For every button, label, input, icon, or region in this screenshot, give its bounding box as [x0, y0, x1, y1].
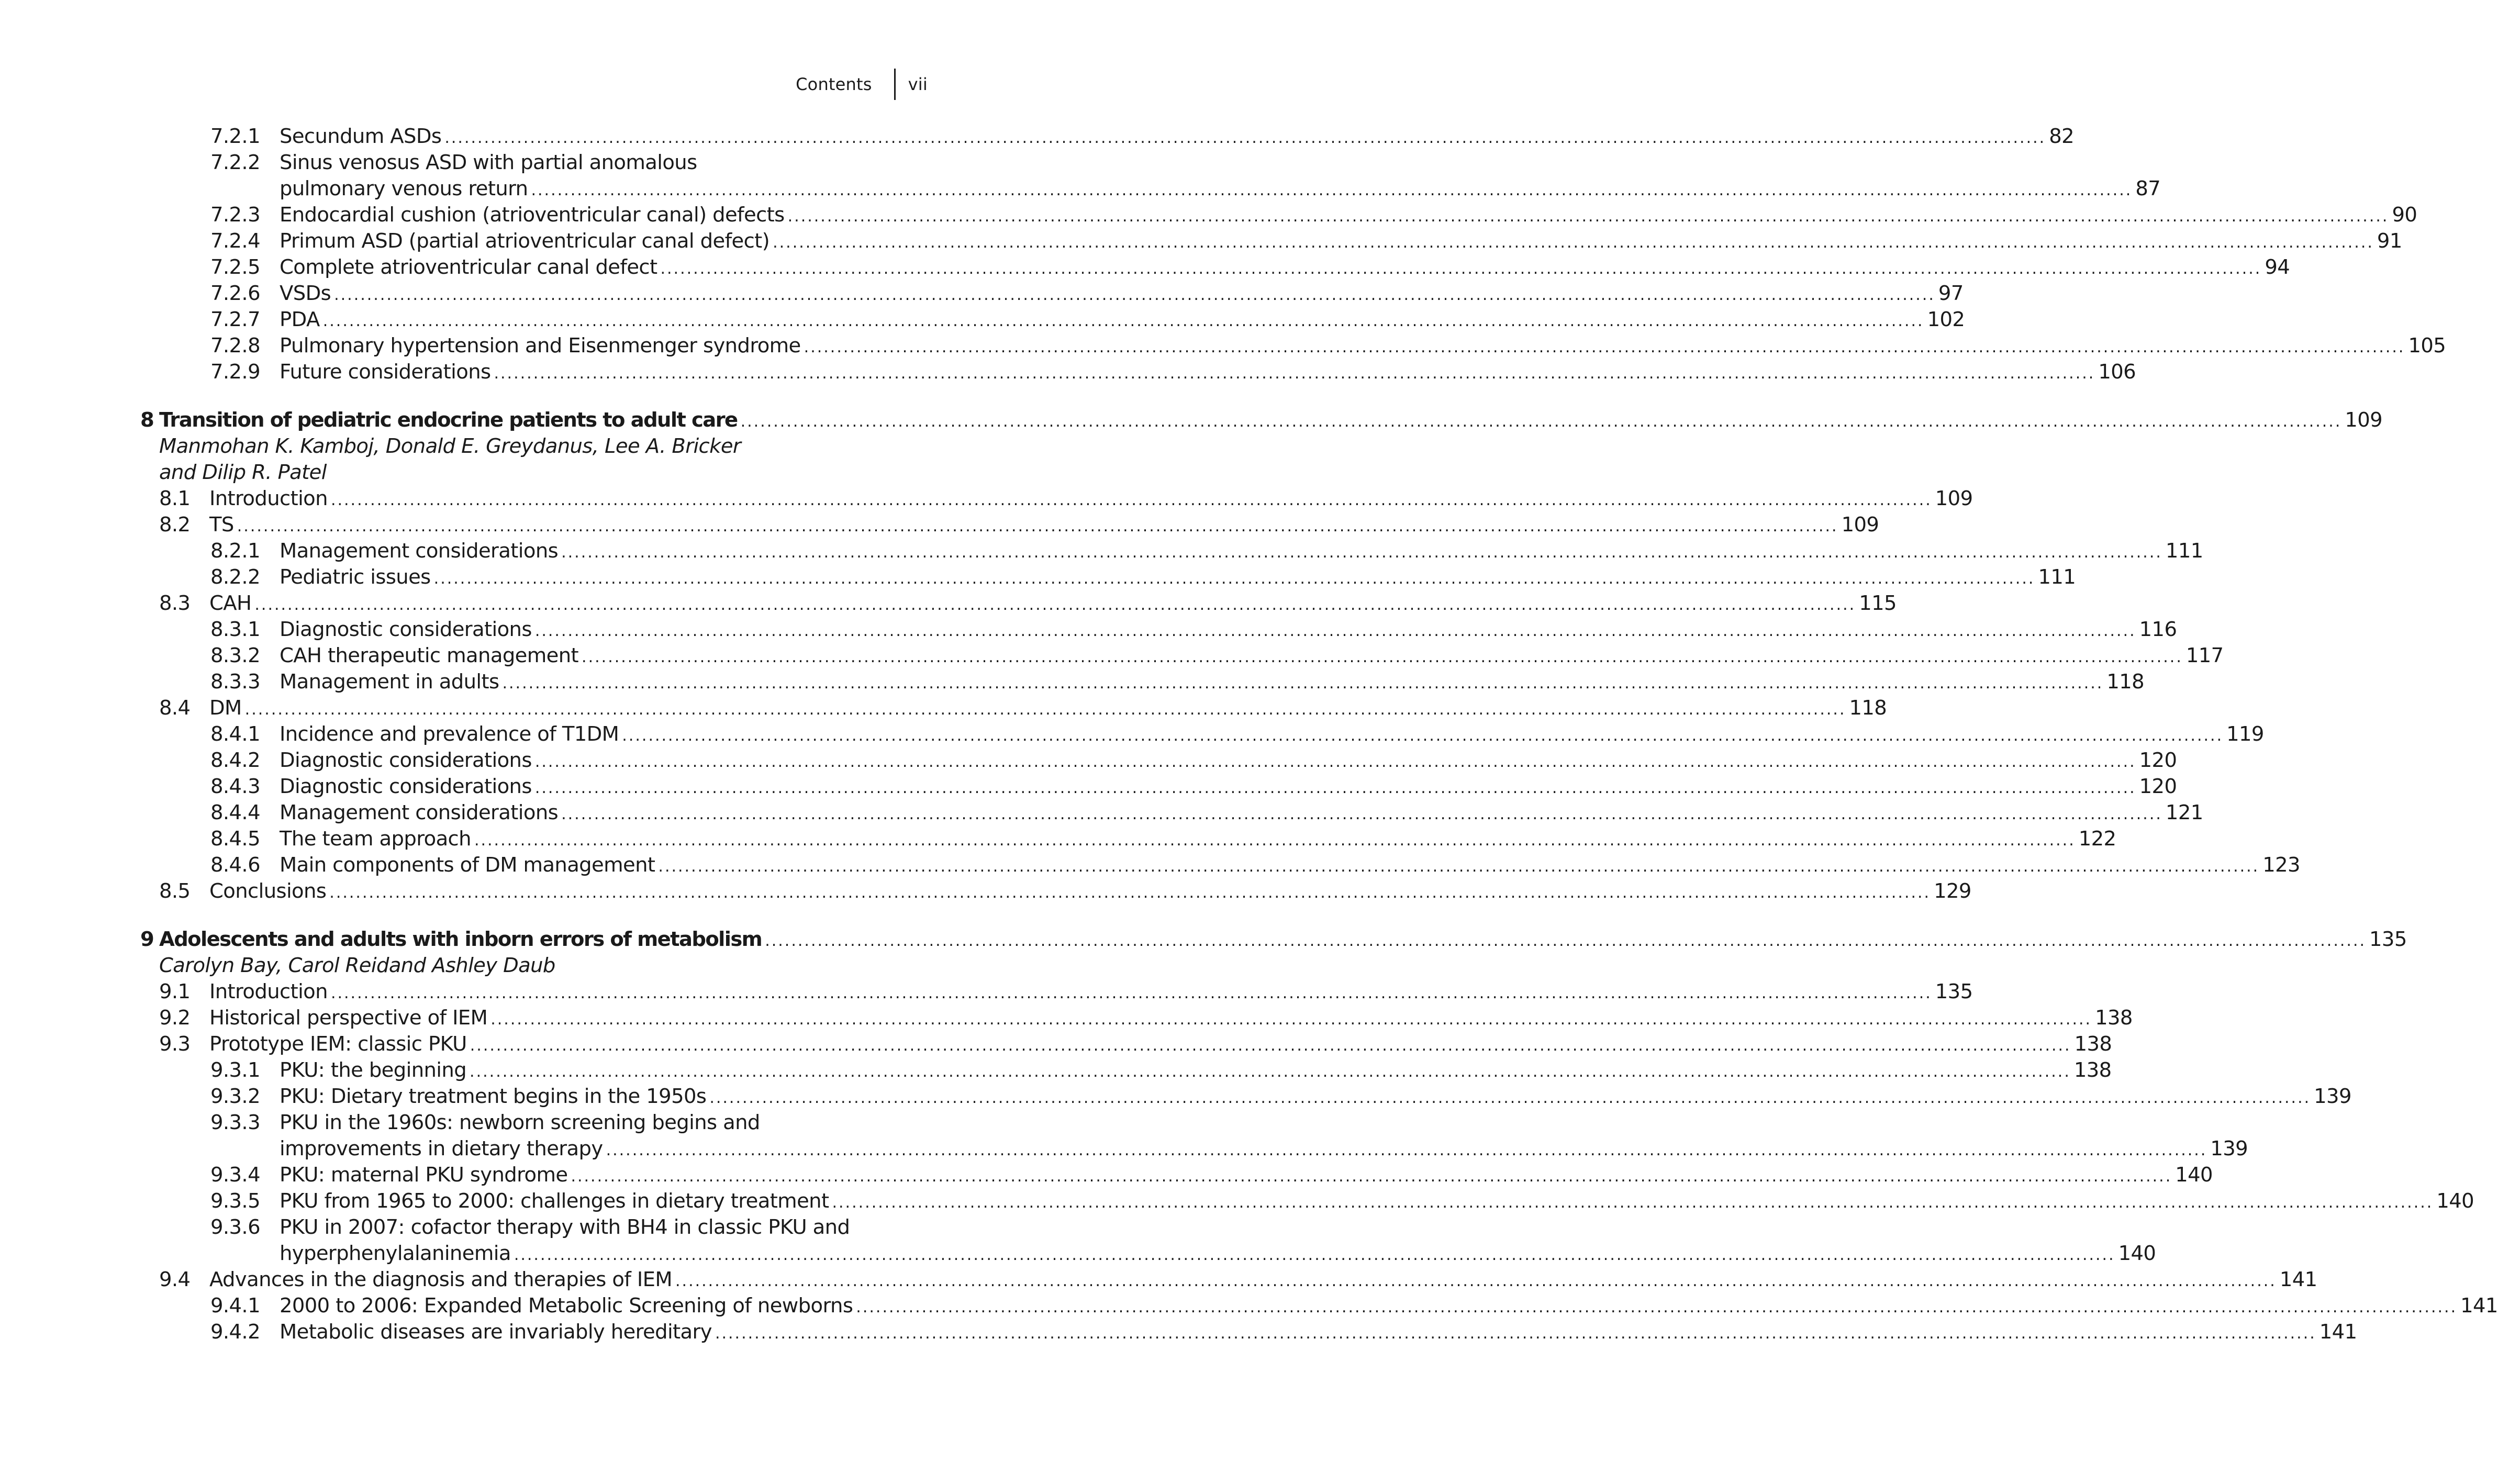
entry-page: 135: [1935, 980, 1973, 1003]
chapter-page: 109: [2345, 408, 2383, 432]
entry-number: 8.3.3: [210, 670, 260, 694]
toc-entry[interactable]: [140, 774, 2177, 800]
dot-leader: [773, 230, 2374, 256]
entry-title: CAH therapeutic management: [280, 644, 579, 667]
entry-title: Introduction: [209, 980, 328, 1003]
entry-number: 8.1: [159, 487, 191, 510]
entry-title: 2000 to 2006: Expanded Metabolic Screening of newborns: [280, 1294, 853, 1318]
dot-leader: [571, 1164, 2172, 1190]
toc-entry-continuation[interactable]: [140, 176, 2161, 202]
entry-number: 8.2.2: [210, 565, 260, 589]
toc-entry[interactable]: [140, 1188, 2474, 1214]
dot-leader: [709, 1085, 2311, 1111]
dot-leader: [502, 671, 2103, 697]
entry-title: Introduction: [209, 487, 328, 510]
entry-number: 8.2: [159, 513, 191, 537]
toc-entry[interactable]: [140, 979, 1973, 1005]
entry-number: 9.1: [159, 980, 191, 1003]
toc-entry[interactable]: [140, 228, 2402, 254]
entry-page: 140: [2118, 1242, 2156, 1265]
toc-entry[interactable]: [140, 721, 2264, 747]
entry-number: 8.4.1: [210, 722, 260, 746]
toc-entry[interactable]: [140, 695, 1887, 721]
toc-entry[interactable]: [140, 1214, 929, 1241]
entry-number: 8.4.3: [210, 775, 260, 798]
entry-title: Management in adults: [280, 670, 499, 694]
entry-title: Diagnostic considerations: [280, 618, 532, 641]
entry-title: The team approach: [280, 827, 471, 851]
dot-leader: [531, 177, 2132, 204]
entry-number: 7.2.5: [210, 255, 260, 279]
entry-number: 8.4.4: [210, 801, 260, 824]
entry-number: 8.4.5: [210, 827, 260, 851]
entry-number: 9.2: [159, 1006, 191, 1030]
entry-title: DM: [209, 696, 242, 720]
toc-entry[interactable]: [140, 1084, 2351, 1110]
entry-page: 94: [2265, 255, 2290, 279]
toc-entry[interactable]: [140, 281, 1964, 307]
dot-leader: [470, 1059, 2071, 1085]
entry-title: Pulmonary hypertension and Eisenmenger syndrome: [280, 334, 801, 358]
dot-leader: [470, 1033, 2071, 1059]
toc-entry[interactable]: [140, 512, 1879, 538]
toc-entry[interactable]: [140, 878, 1971, 905]
entry-number: 9.3.5: [210, 1189, 260, 1213]
toc-entry[interactable]: [140, 1005, 2133, 1031]
entry-title: Future considerations: [280, 360, 491, 384]
dot-leader: [254, 592, 1856, 618]
entry-page: 139: [2210, 1137, 2248, 1161]
entry-number: 8.3: [159, 592, 191, 615]
entry-number: 9.3: [159, 1032, 191, 1056]
entry-title: Complete atrioventricular canal defect: [280, 255, 657, 279]
toc-entry[interactable]: [140, 1319, 2357, 1345]
entry-title: Management considerations: [280, 801, 559, 824]
entry-page: 141: [2279, 1268, 2317, 1291]
chapter-number: 9: [140, 928, 154, 951]
dot-leader: [331, 980, 1932, 1007]
dot-leader: [535, 775, 2136, 801]
dot-leader: [434, 566, 2035, 592]
chapter-title: Transition of pediatric endocrine patients to adult care: [159, 408, 738, 432]
entry-page: 123: [2262, 853, 2300, 877]
dot-leader: [334, 282, 1935, 308]
toc-entry[interactable]: [140, 307, 1965, 333]
running-head-divider: [894, 69, 896, 100]
entry-page: 109: [1935, 487, 1973, 510]
toc-entry[interactable]: [140, 124, 2074, 150]
entry-number: 9.4.1: [210, 1294, 260, 1318]
entry-title: Conclusions: [209, 879, 327, 903]
chapter-page: 135: [2369, 928, 2407, 951]
entry-title: PKU in the 1960s: newborn screening begins and: [280, 1111, 760, 1134]
toc-entry[interactable]: [140, 852, 2300, 878]
dot-leader: [329, 880, 1931, 906]
entry-title: Historical perspective of IEM: [209, 1006, 488, 1030]
dot-leader: [490, 1007, 2092, 1033]
entry-title: Diagnostic considerations: [280, 749, 532, 772]
toc-entry[interactable]: [140, 564, 2076, 590]
toc-entry-continuation[interactable]: [140, 1241, 2156, 1267]
entry-title: Pediatric issues: [280, 565, 431, 589]
entry-title: PKU: maternal PKU syndrome: [280, 1163, 568, 1187]
toc-entry[interactable]: [140, 800, 2203, 826]
entry-page: 111: [2165, 539, 2203, 563]
dot-leader: [474, 828, 2076, 854]
toc-entry[interactable]: [140, 254, 2290, 281]
entry-page: 105: [2408, 334, 2446, 358]
entry-page: 118: [1849, 696, 1887, 720]
entry-title: VSDs: [280, 282, 331, 305]
toc-entry[interactable]: [140, 1293, 2498, 1319]
toc-entry[interactable]: [140, 826, 2116, 852]
entry-title: Primum ASD (partial atrioventricular canal defect): [280, 229, 770, 253]
dot-leader: [323, 308, 1924, 334]
entry-page: 115: [1859, 592, 1897, 615]
entry-page: 116: [2139, 618, 2177, 641]
chapter-heading[interactable]: [140, 407, 2383, 433]
entry-number: 7.2.8: [210, 334, 260, 358]
entry-page: 141: [2319, 1320, 2357, 1344]
entry-page: 90: [2392, 203, 2417, 227]
chapter-title: Adolescents and adults with inborn errors of metabolism: [159, 928, 762, 951]
dot-leader: [660, 256, 2261, 282]
toc-entry[interactable]: [140, 1031, 2112, 1057]
dot-leader: [832, 1190, 2433, 1216]
toc-entry[interactable]: [140, 150, 929, 176]
entry-title: Incidence and prevalence of T1DM: [280, 722, 619, 746]
toc-entry[interactable]: [140, 486, 1973, 512]
entry-page: 119: [2226, 722, 2264, 746]
entry-number: 8.4.6: [210, 853, 260, 877]
entry-title: Advances in the diagnosis and therapies of IEM: [209, 1268, 672, 1291]
entry-title: PKU: Dietary treatment begins in the 1950s: [280, 1085, 707, 1108]
entry-number: 9.4.2: [210, 1320, 260, 1344]
entry-page: 138: [2095, 1006, 2133, 1030]
entry-number: 7.2.2: [210, 151, 260, 174]
entry-number: 8.2.1: [210, 539, 260, 563]
entry-number: 9.3.3: [210, 1111, 260, 1134]
entry-title: Endocardial cushion (atrioventricular canal) defects: [280, 203, 785, 227]
entry-title: Prototype IEM: classic PKU: [209, 1032, 467, 1056]
dot-leader: [804, 334, 2405, 361]
toc-entry[interactable]: [140, 1057, 2112, 1084]
entry-page: 122: [2078, 827, 2116, 851]
dot-leader: [622, 723, 2223, 749]
toc-entry[interactable]: [140, 1267, 2317, 1293]
entry-page: 111: [2038, 565, 2076, 589]
toc-entry[interactable]: [140, 643, 2224, 669]
entry-page: 97: [1938, 282, 1964, 305]
chapter-authors: Manmohan K. Kamboj, Donald E. Greydanus, Lee A. Bricker: [159, 434, 741, 458]
chapter-authors: and Dilip R. Patel: [159, 461, 327, 484]
entry-page: 120: [2139, 775, 2177, 798]
entry-number: 7.2.9: [210, 360, 260, 384]
entry-title-continued: hyperphenylalaninemia: [280, 1242, 511, 1265]
toc-entry[interactable]: [140, 747, 2177, 774]
toc-entry[interactable]: [140, 617, 2177, 643]
entry-title: PDA: [280, 308, 320, 331]
entry-page: 106: [2098, 360, 2136, 384]
entry-number: 8.3.2: [210, 644, 260, 667]
toc-entry[interactable]: [140, 538, 2203, 564]
toc-entry[interactable]: [140, 1110, 929, 1136]
entry-page: 120: [2139, 749, 2177, 772]
dot-leader: [561, 540, 2162, 566]
entry-page: 109: [1841, 513, 1879, 537]
dot-leader: [237, 514, 1838, 540]
entry-number: 7.2.6: [210, 282, 260, 305]
toc-entry[interactable]: [140, 1162, 2213, 1188]
entry-page: 91: [2377, 229, 2402, 253]
chapter-authors: Carolyn Bay, Carol Reidand Ashley Daub: [159, 954, 555, 977]
entry-number: 7.2.3: [210, 203, 260, 227]
dot-leader: [582, 644, 2183, 671]
entry-number: 7.2.1: [210, 125, 260, 148]
entry-title: TS: [209, 513, 234, 537]
chapter-number: 8: [140, 408, 154, 432]
entry-number: 8.4: [159, 696, 191, 720]
toc-entry[interactable]: [140, 590, 1897, 617]
entry-title: Management considerations: [280, 539, 559, 563]
entry-title: Sinus venosus ASD with partial anomalous: [280, 151, 697, 174]
dot-leader: [494, 361, 2095, 387]
dot-leader: [658, 854, 2259, 880]
entry-number: 8.4.2: [210, 749, 260, 772]
entry-page: 82: [2049, 125, 2074, 148]
dot-leader: [856, 1295, 2457, 1321]
entry-number: 8.5: [159, 879, 191, 903]
entry-page: 87: [2135, 177, 2161, 200]
entry-number: 7.2.7: [210, 308, 260, 331]
toc-entry-continuation[interactable]: [140, 1136, 2248, 1162]
entry-page: 117: [2185, 644, 2224, 667]
dot-leader: [535, 749, 2136, 775]
running-head-title: Contents: [796, 74, 872, 94]
entry-number: 9.4: [159, 1268, 191, 1291]
dot-leader: [715, 1321, 2316, 1347]
entry-number: 9.3.4: [210, 1163, 260, 1187]
dot-leader: [765, 928, 2366, 954]
entry-number: 8.3.1: [210, 618, 260, 641]
entry-title: Metabolic diseases are invariably hereditary: [280, 1320, 712, 1344]
toc-entry[interactable]: [140, 359, 2136, 385]
entry-number: 9.3.2: [210, 1085, 260, 1108]
entry-title: CAH: [209, 592, 252, 615]
entry-number: 9.3.6: [210, 1215, 260, 1239]
dot-leader: [561, 801, 2162, 828]
entry-page: 140: [2436, 1189, 2474, 1213]
entry-title: PKU in 2007: cofactor therapy with BH4 in classic PKU and: [280, 1215, 850, 1239]
entry-title: PKU: the beginning: [280, 1058, 467, 1082]
entry-page: 141: [2460, 1294, 2498, 1318]
dot-leader: [331, 487, 1932, 514]
dot-leader: [606, 1137, 2207, 1164]
entry-number: 9.3.1: [210, 1058, 260, 1082]
dot-leader: [444, 125, 2046, 151]
dot-leader: [514, 1242, 2115, 1268]
dot-leader: [245, 697, 1846, 723]
entry-title: Main components of DM management: [280, 853, 655, 877]
toc-entry[interactable]: [140, 669, 2144, 695]
entry-title: Secundum ASDs: [280, 125, 442, 148]
entry-title-continued: improvements in dietary therapy: [280, 1137, 603, 1161]
entry-title-continued: pulmonary venous return: [280, 177, 528, 200]
page-number: vii: [908, 74, 928, 94]
entry-page: 138: [2074, 1032, 2112, 1056]
entry-number: 7.2.4: [210, 229, 260, 253]
entry-page: 129: [1934, 879, 1971, 903]
toc-entry[interactable]: [140, 333, 2446, 359]
running-head: [796, 69, 928, 99]
entry-page: 139: [2314, 1085, 2351, 1108]
entry-page: 140: [2175, 1163, 2213, 1187]
dot-leader: [535, 618, 2136, 644]
dot-leader: [788, 204, 2389, 230]
dot-leader: [741, 409, 2342, 435]
toc-entry[interactable]: [140, 202, 2417, 228]
entry-title: PKU from 1965 to 2000: challenges in dietary treatment: [280, 1189, 829, 1213]
entry-page: 138: [2073, 1058, 2112, 1082]
entry-page: 121: [2165, 801, 2203, 824]
entry-page: 102: [1927, 308, 1965, 331]
chapter-heading[interactable]: [140, 927, 2407, 953]
entry-title: Diagnostic considerations: [280, 775, 532, 798]
entry-page: 118: [2106, 670, 2144, 694]
dot-leader: [675, 1268, 2277, 1295]
table-of-contents: [140, 124, 2498, 1345]
